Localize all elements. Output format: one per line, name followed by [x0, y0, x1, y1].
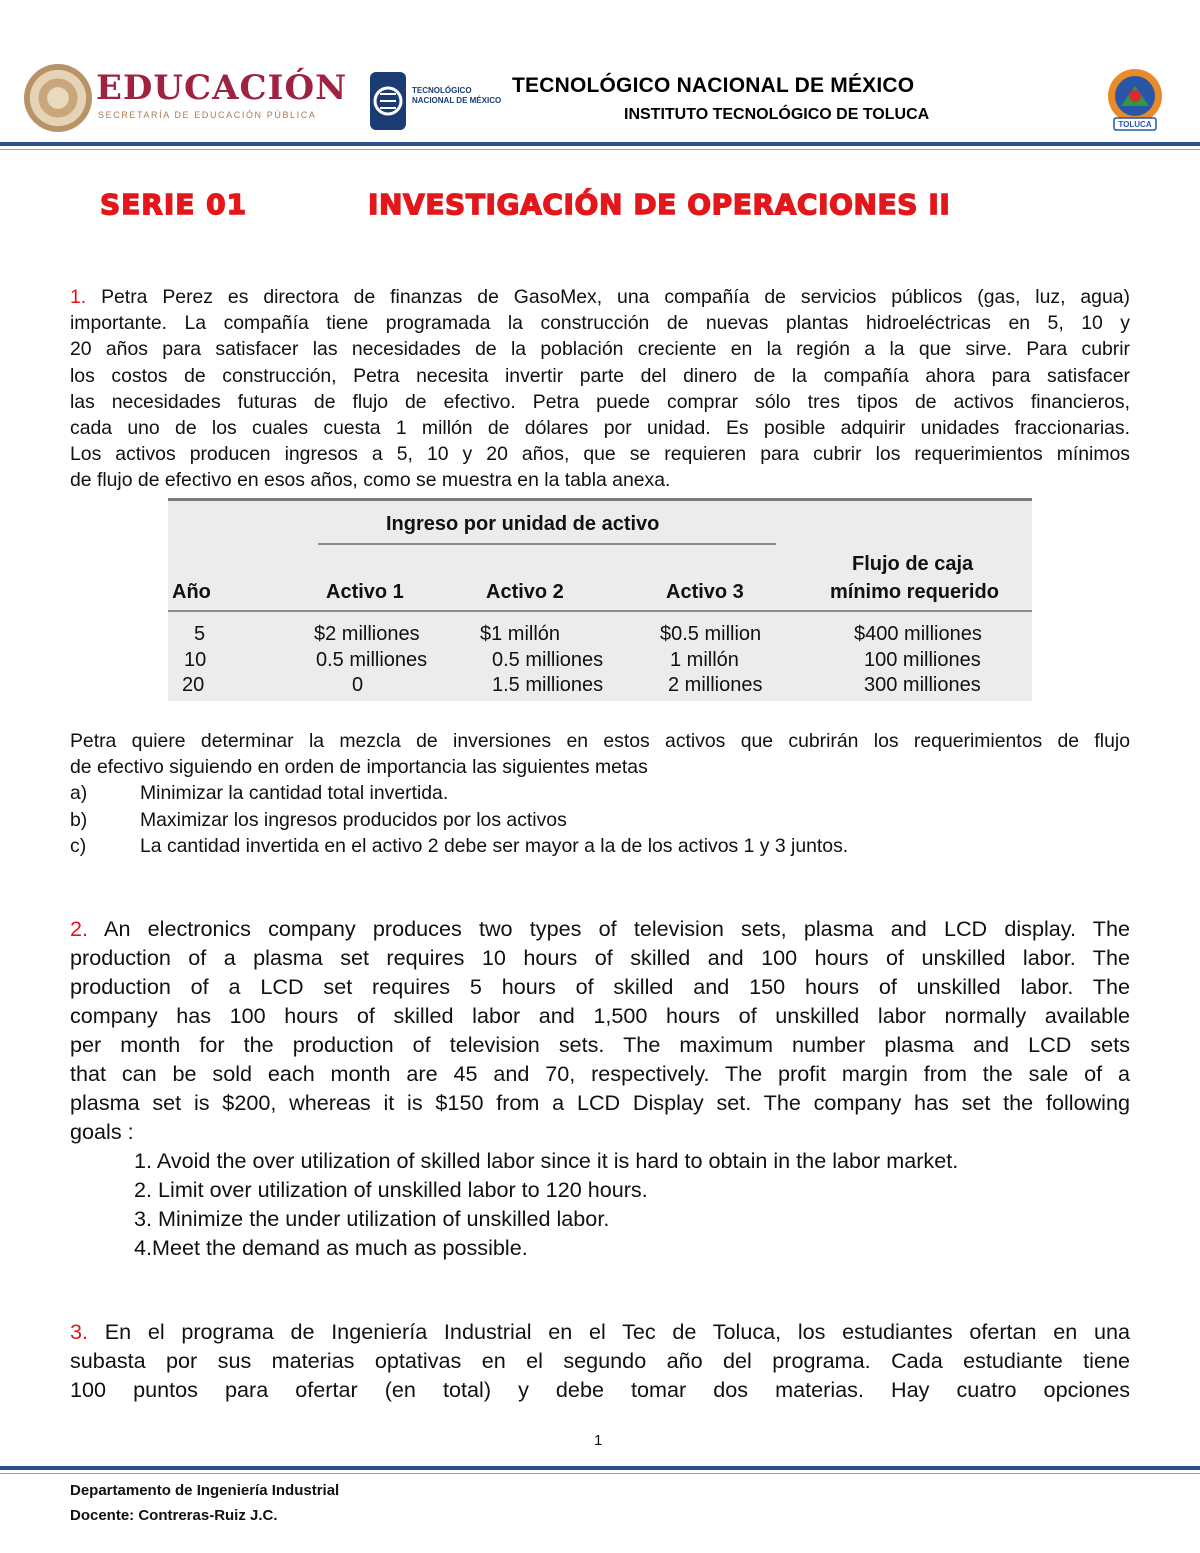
paragraph-line: de efectivo siguiendo en orden de importancia las siguientes metas [70, 756, 648, 779]
table-group-rule [318, 543, 776, 545]
tecnm-logo-icon [368, 70, 408, 132]
tecnm-logo-line2: NACIONAL DE MÉXICO [412, 96, 502, 105]
tecnm-logo-text [412, 86, 501, 106]
goal-item [70, 807, 1130, 833]
paragraph-line: production of a LCD set requires 5 hours of skilled and 150 hours of unskilled labor. The [70, 974, 1130, 999]
table-header-activo-3: Activo 3 [666, 581, 744, 603]
paragraph-line: 20 años para satisfacer las necesidades de la población creciente en la región a la que sirve. Para cubrir [70, 338, 1130, 361]
header-divider [0, 142, 1200, 146]
paragraph-line: Petra quiere determinar la mezcla de inversiones en estos activos que cubrirán los requerimientos de flujo [70, 730, 1130, 752]
table-cell: 5 [194, 623, 206, 645]
paragraph-line [70, 914, 1130, 943]
income-table [168, 498, 1032, 701]
goal-text: Minimizar la cantidad total invertida. [140, 782, 449, 805]
paragraph-line: los costos de construcción, Petra necesita invertir parte del dinero de la compañía ahora para satisfacer [70, 364, 1130, 387]
goal-text: Maximizar los ingresos producidos por los activos [140, 808, 567, 831]
goal-item: 3. Minimize the under utilization of unskilled labor. [134, 1206, 610, 1231]
educacion-logo-text: EDUCACIÓN [96, 68, 348, 108]
paragraph-line: cada uno de los cuales cuesta 1 millón de dólares por unidad. Es posible adquirir unidades fraccionarias. [70, 417, 1130, 440]
header-title: TECNOLÓGICO NACIONAL DE MÉXICO [512, 74, 915, 97]
problem-number: 2. [70, 916, 89, 941]
paragraph-line [70, 284, 1130, 310]
problem-2 [70, 914, 1130, 1262]
table-cell: 1.5 milliones [492, 674, 604, 696]
toluca-logo-text: TOLUCA [1118, 120, 1152, 129]
sep-subtitle: SECRETARÍA DE EDUCACIÓN PÚBLICA [98, 110, 317, 120]
paragraph-line: subasta por sus materias optativas en el segundo año del programa. Cada estudiante tiene [70, 1348, 1130, 1373]
table-header-activo-2: Activo 2 [486, 581, 564, 603]
paragraph-line: per month for the production of television sets. The maximum number plasma and LCD sets [70, 1032, 1130, 1057]
footer-divider [0, 1466, 1200, 1470]
table-cell: 300 milliones [864, 674, 981, 696]
line-text: Petra Perez es directora de finanzas de GasoMex, una compañía de servicios públicos (gas, luz, agua) [86, 286, 1130, 308]
table-header-flow-1: Flujo de caja [852, 553, 974, 575]
table-cell: $400 milliones [854, 623, 982, 645]
page-number: 1 [594, 1432, 603, 1449]
goal-item: 2. Limit over utilization of unskilled labor to 120 hours. [134, 1177, 648, 1202]
problem-3 [70, 1317, 1130, 1404]
paragraph-line: plasma set is $200, whereas it is $150 from a LCD Display set. The company has set the following [70, 1090, 1130, 1115]
table-header-rule [168, 610, 1032, 612]
problem-1-goals [70, 728, 1130, 859]
table-header-flow-2: mínimo requerido [830, 581, 999, 603]
paragraph-line: that can be sold each month are 45 and 70, respectively. The profit margin from the sale of a [70, 1061, 1130, 1086]
header-divider-thin [0, 149, 1200, 150]
table-cell: $1 millón [480, 623, 561, 645]
paragraph-line: importante. La compañía tiene programada la construcción de nuevas plantas hidroeléctricas en 5, 10 y [70, 312, 1130, 335]
document-title: INVESTIGACIÓN DE OPERACIONES II [368, 188, 951, 221]
series-label: SERIE 01 [100, 188, 248, 221]
paragraph-line: company has 100 hours of skilled labor and 1,500 hours of unskilled labor normally available [70, 1003, 1130, 1028]
sep-seal-icon [24, 64, 92, 132]
page-header [0, 0, 1200, 150]
table-cell: 20 [182, 674, 205, 696]
goal-item [70, 780, 1130, 806]
line-text: En el programa de Ingeniería Industrial en el Tec de Toluca, los estudiantes ofertan en una [88, 1319, 1130, 1344]
table-cell: $2 milliones [314, 623, 420, 645]
goal-item: 1. Avoid the over utilization of skilled labor since it is hard to obtain in the labor market. [134, 1148, 959, 1173]
problem-number: 3. [70, 1319, 89, 1344]
table-group-header: Ingreso por unidad de activo [386, 513, 660, 535]
goal-label: b) [70, 808, 88, 831]
paragraph-line: Los activos producen ingresos a 5, 10 y 20 años, que se requieren para cubrir los requerimientos mínimos [70, 443, 1130, 466]
goal-label: a) [70, 782, 88, 805]
footer-teacher: Docente: Contreras-Ruiz J.C. [70, 1507, 278, 1524]
table-cell: 1 millón [670, 649, 739, 671]
paragraph-line: goals : [70, 1119, 134, 1144]
toluca-logo-icon [1104, 66, 1166, 132]
paragraph-line: de flujo de efectivo en esos años, como se muestra en la tabla anexa. [70, 469, 671, 492]
table-cell: $0.5 million [660, 623, 762, 645]
paragraph-line [70, 1317, 1130, 1346]
goal-text: La cantidad invertida en el activo 2 debe ser mayor a la de los activos 1 y 3 juntos. [140, 834, 849, 857]
problem-number: 1. [70, 286, 87, 308]
table-header-year: Año [172, 581, 211, 603]
footer-department: Departamento de Ingeniería Industrial [70, 1482, 340, 1499]
line-text: An electronics company produces two types of television sets, plasma and LCD display. The [88, 916, 1130, 941]
paragraph-line: 100 puntos para ofertar (en total) y debe tomar dos materias. Hay cuatro opciones [70, 1377, 1130, 1402]
paragraph-line: las necesidades futuras de flujo de efectivo. Petra puede comprar sólo tres tipos de activos financieros, [70, 390, 1130, 413]
table-cell: 0.5 milliones [492, 649, 604, 671]
goal-item [70, 833, 1130, 859]
table-cell: 2 milliones [668, 674, 763, 696]
goal-item: 4.Meet the demand as much as possible. [134, 1235, 528, 1260]
table-cell: 0 [352, 674, 364, 696]
problem-1 [70, 284, 1130, 494]
table-cell: 10 [184, 649, 207, 671]
table-cell: 0.5 milliones [316, 649, 428, 671]
table-header-activo-1: Activo 1 [326, 581, 404, 603]
table-cell: 100 milliones [864, 649, 981, 671]
paragraph-line: production of a plasma set requires 10 hours of skilled and 100 hours of unskilled labor. The [70, 945, 1130, 970]
tecnm-logo-line1: TECNOLÓGICO [412, 86, 472, 95]
goal-label: c) [70, 834, 87, 857]
footer-divider-thin [0, 1473, 1200, 1474]
header-subtitle: INSTITUTO TECNOLÓGICO DE TOLUCA [624, 106, 930, 123]
